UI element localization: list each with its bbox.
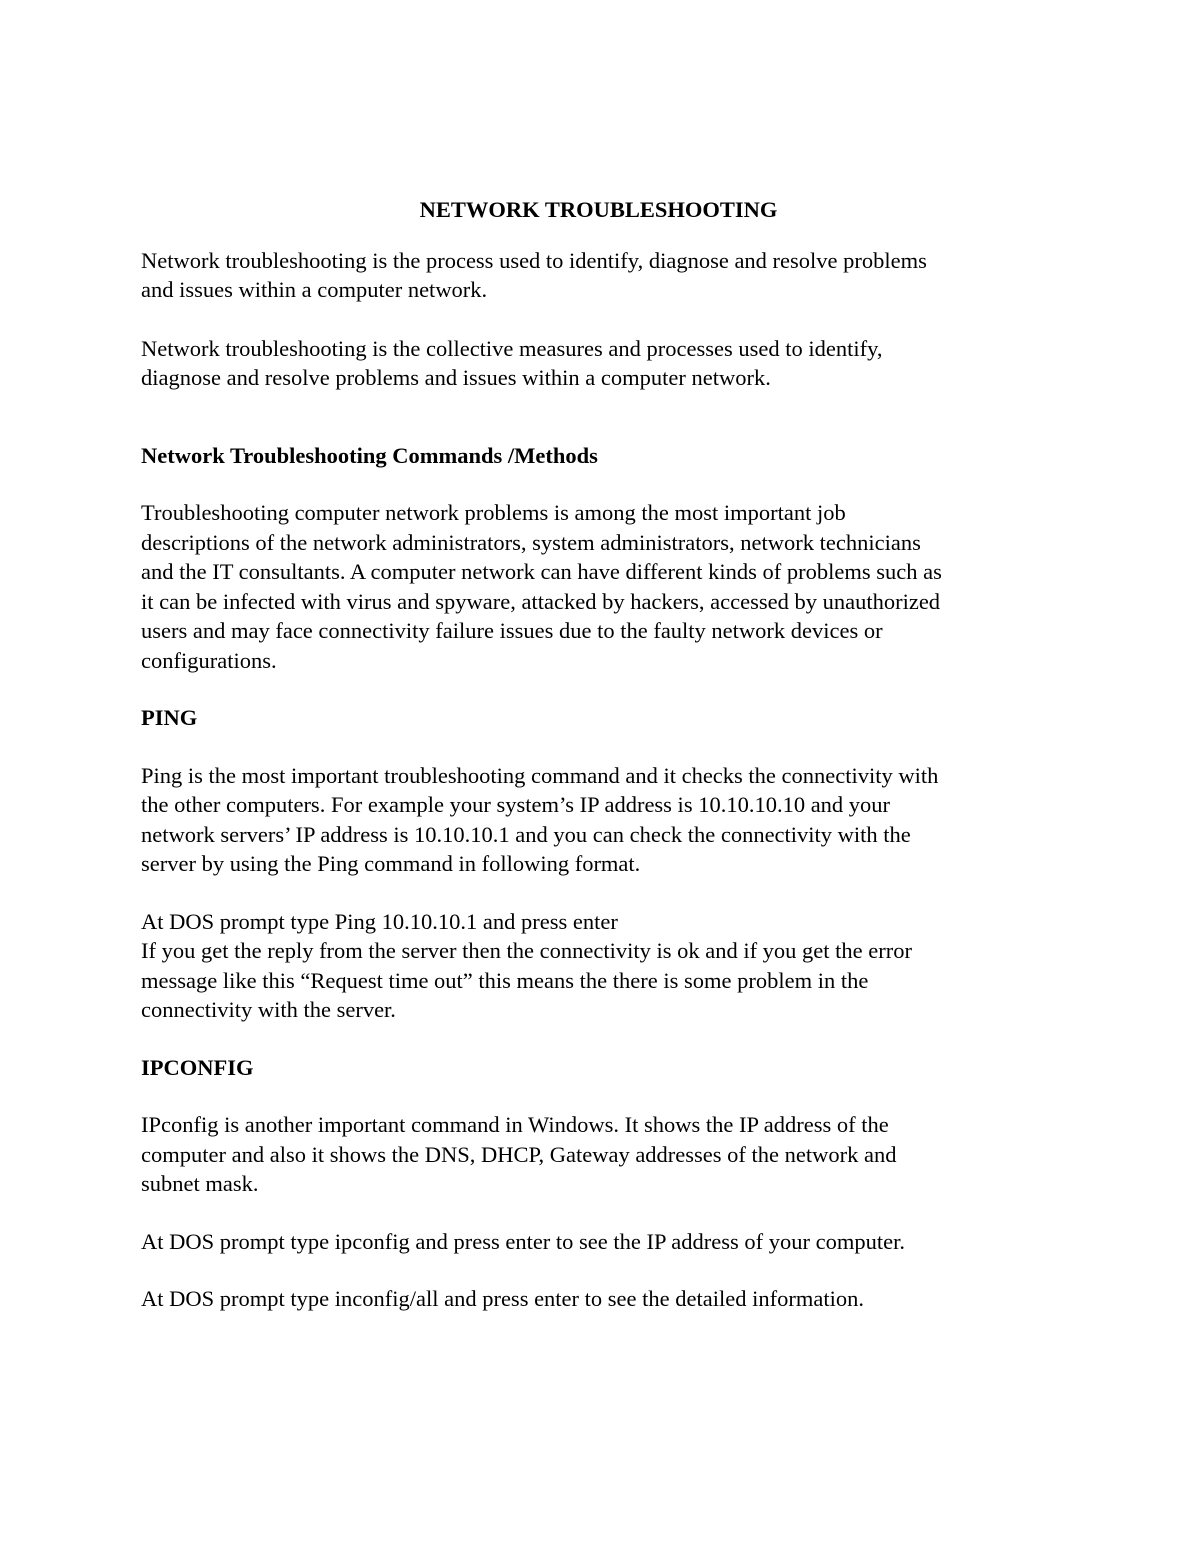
text-line: descriptions of the network administrators, system administrators, network technicians xyxy=(141,529,921,555)
ping-paragraph xyxy=(141,761,1056,879)
ipconfig-usage-2: At DOS prompt type inconfig/all and press enter to see the detailed information. xyxy=(141,1286,864,1311)
text-line: At DOS prompt type Ping 10.10.10.1 and press enter xyxy=(141,908,618,934)
text-line: subnet mask. xyxy=(141,1171,259,1196)
text-line: message like this “Request time out” this means the there is some problem in the xyxy=(141,967,869,993)
text-line: Troubleshooting computer network problems is among the most important job xyxy=(141,500,846,525)
text-line: connectivity with the server. xyxy=(141,997,396,1022)
text-line: it can be infected with virus and spyware, attacked by hackers, accessed by unauthorized xyxy=(141,588,941,614)
text-line: server by using the Ping command in following format. xyxy=(141,851,641,876)
text-line: Ping is the most important troubleshooting command and it checks the connectivity with xyxy=(141,762,939,788)
ipconfig-paragraph xyxy=(141,1110,1056,1199)
text-line: and issues within a computer network. xyxy=(141,277,488,302)
document-content xyxy=(141,195,1056,1314)
ipconfig-usage-1: At DOS prompt type ipconfig and press enter to see the IP address of your computer. xyxy=(141,1228,906,1254)
section-heading: Network Troubleshooting Commands /Methods xyxy=(141,442,598,468)
intro-paragraph-1 xyxy=(141,246,1056,305)
text-line: computer and also it shows the DNS, DHCP, Gateway addresses of the network and xyxy=(141,1141,897,1167)
text-line: users and may face connectivity failure issues due to the faulty network devices or xyxy=(141,618,883,643)
text-line: IPconfig is another important command in Windows. It shows the IP address of the xyxy=(141,1112,889,1137)
section-paragraph xyxy=(141,498,1056,675)
ping-usage-paragraph xyxy=(141,907,1056,1025)
text-line: Network troubleshooting is the collective measures and processes used to identify, xyxy=(141,335,883,361)
text-line: If you get the reply from the server then the connectivity is ok and if you get the error xyxy=(141,938,912,963)
text-line: the other computers. For example your system’s IP address is 10.10.10.10 and your xyxy=(141,792,891,817)
text-line: network servers’ IP address is 10.10.10.1 and you can check the connectivity with the xyxy=(141,821,911,847)
text-line: Network troubleshooting is the process used to identify, diagnose and resolve problems xyxy=(141,247,927,273)
ping-heading: PING xyxy=(141,705,198,730)
text-line: configurations. xyxy=(141,647,277,673)
intro-paragraph-2 xyxy=(141,334,1056,393)
text-line: and the IT consultants. A computer network can have different kinds of problems such as xyxy=(141,559,942,584)
document-title: NETWORK TROUBLESHOOTING xyxy=(419,197,778,222)
text-line: diagnose and resolve problems and issues within a computer network. xyxy=(141,365,771,390)
ipconfig-heading: IPCONFIG xyxy=(141,1054,254,1080)
